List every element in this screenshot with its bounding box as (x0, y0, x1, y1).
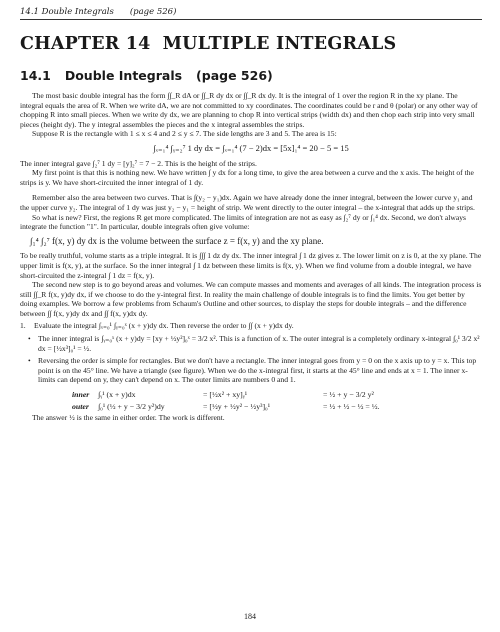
problem-statement: Evaluate the integral ∫ₓ₌₀¹ ∫ᵧ₌₀ˣ (x + y)dy dx. Then reverse the order to ∫∫ (x + y)dx dy. (34, 321, 294, 331)
problem-1 (20, 321, 482, 331)
section-heading (20, 68, 482, 83)
volume-equation: ∫₁⁴ ∫₂⁷ f(x, y) dy dx is the volume between the surface z = f(x, y) and the xy plane. (30, 235, 324, 246)
header-rule (20, 19, 482, 20)
running-head-page-ref: (page 526) (129, 7, 177, 17)
answer-paragraph: The answer ½ is the same in either order. The work is different. (32, 413, 225, 423)
outer-label: outer (72, 402, 89, 412)
inner-integral-paragraph: The inner integral gave ∫₂⁷ 1 dy = [y]₂⁷ = 7 − 2. This is the height of the strips. (20, 158, 257, 168)
intro-paragraph: The most basic double integral has the form ∫∫_R dA or ∫∫_R dy dx or ∫∫_R dx dy. It is the integral of 1 over the region R in the xy plane. The integral equals the area of R. When we write dA, we are not committed to xy coordinates. The coordinates could be r and θ (polar) or any other way of chopping R into small pieces. When we write dy dx, we are planning to chop R into vertical strips (width dx) and then chop each strip into very small pieces (height dy). The y integral assembles the pieces and the x integral assembles the strips. (20, 91, 478, 129)
page-number: 184 (244, 612, 256, 621)
inner-row (72, 389, 482, 401)
section-body (20, 83, 482, 423)
outer-integral: ∫₀¹ (½ + y − 3/2 y²)dy (98, 402, 165, 412)
first-point-paragraph: My first point is that this is nothing new. We have written ∫ y dx for a long time, to give the area between a curve and the x axis. The height of the strips is y. We have short-circuited the inner integral of 1 dy. (20, 168, 474, 187)
triple-integral-paragraph: To be really truthful, volume starts as a triple integral. It is ∫∫∫ 1 dz dy dx. The inner integral ∫ 1 dz gives z. The lower limit on z is 0, at the xy plane. The upper limit is f(x, y), at the surface. So the inner integral ∫ 1 dz between these limits is f(x, y). When we find volume from a double integral, we have short-circuited the z-integral ∫ 1 dz = f(x, y). (20, 251, 482, 280)
bullet-icon: • (28, 334, 31, 344)
solution-bullet-inner (20, 334, 482, 353)
section-number: 14.1 (20, 68, 51, 83)
chapter-title: MULTIPLE INTEGRALS (162, 34, 397, 54)
running-head (20, 6, 482, 18)
bullet-text: Reversing the order is simple for rectangles. But we don't have a rectangle. The inner integral goes from y = 0 on the x axis up to y = x. This top point is on the 45° line. We have a triangle (see figure). When we do the x-integral first, it starts at the 45° line and ends at x = 1. The inner x-limits can depend on y, they can't depend on x. The outer limits are numbers 0 and 1. (38, 356, 477, 385)
outer-evaluation: = [½y + ½y² − ½y³]₀¹ (203, 402, 271, 412)
inner-result: = ½ + y − 3/2 y² (323, 390, 374, 400)
outer-result: = ½ + ½ − ½ = ½. (323, 402, 380, 412)
two-curves-paragraph: Remember also the area between two curves. That is ∫(y₂ − y₁)dx. Again we have already done the inner integral, between the lower curve y₁ and the upper curve y₂. The integral of 1 dy was just y₂ − y₁ = height of strip. We went directly to the outer integral – the x-integral that adds up the strips. (20, 193, 475, 212)
rectangle-paragraph: Suppose R is the rectangle with 1 ≤ x ≤ 4 and 2 ≤ y ≤ 7. The side lengths are 3 and 5. The area is 15: (32, 129, 337, 139)
inner-integral: ∫ᵧ¹ (x + y)dx (98, 390, 136, 400)
bullet-icon: • (28, 356, 31, 366)
solution-bullet-reverse (20, 356, 482, 385)
inner-label: inner (72, 390, 90, 400)
chapter-label: CHAPTER 14 (20, 34, 151, 54)
chapter-heading (20, 34, 482, 54)
second-step-paragraph: The second new step is to go beyond areas and volumes. We can compute masses and moments and averages of all kinds. The integration process is still ∫∫_R f(x, y)dy dx, if we choose to do the y-integral first. In reality the main challenge of double integrals is to find the limits. You get better by doing examples. We borrow a few problems from Schaum's Outline and other sources, to display the steps for double integrals – and the difference between ∫∫ f(x, y)dy dx and ∫∫ f(x, y)dx dy. (20, 280, 482, 318)
section-page-ref: (page 526) (196, 68, 273, 83)
area-equation: ∫ₓ₌₁⁴ ∫ᵧ₌₂⁷ 1 dy dx = ∫ₓ₌₁⁴ (7 − 2)dx = [5x]₁⁴ = 20 − 5 = 15 (153, 142, 349, 153)
inner-evaluation: = [½x² + xy]ᵧ¹ (203, 390, 248, 400)
problem-number: 1. (20, 321, 26, 331)
so-what-paragraph: So what is new? First, the regions R get more complicated. The limits of integration are not as easy as ∫₂⁷ dy or ∫₁⁴ dx. Second, we don't always integrate the function "1". In particular, double integrals often give volume: (20, 212, 466, 232)
outer-row (72, 401, 482, 413)
inner-outer-computation (72, 389, 482, 413)
section-title: Double Integrals (64, 68, 183, 83)
running-head-title: 14.1 Double Integrals (20, 7, 114, 17)
bullet-text: The inner integral is ∫ᵧ₌₀ˣ (x + y)dy = [xy + ½y²]₀ˣ = 3/2 x². This is a function of x. The outer integral is a completely ordinary x-integral ∫₀¹ 3/2 x² dx = [½x³]₀¹ = ½. (38, 334, 480, 353)
